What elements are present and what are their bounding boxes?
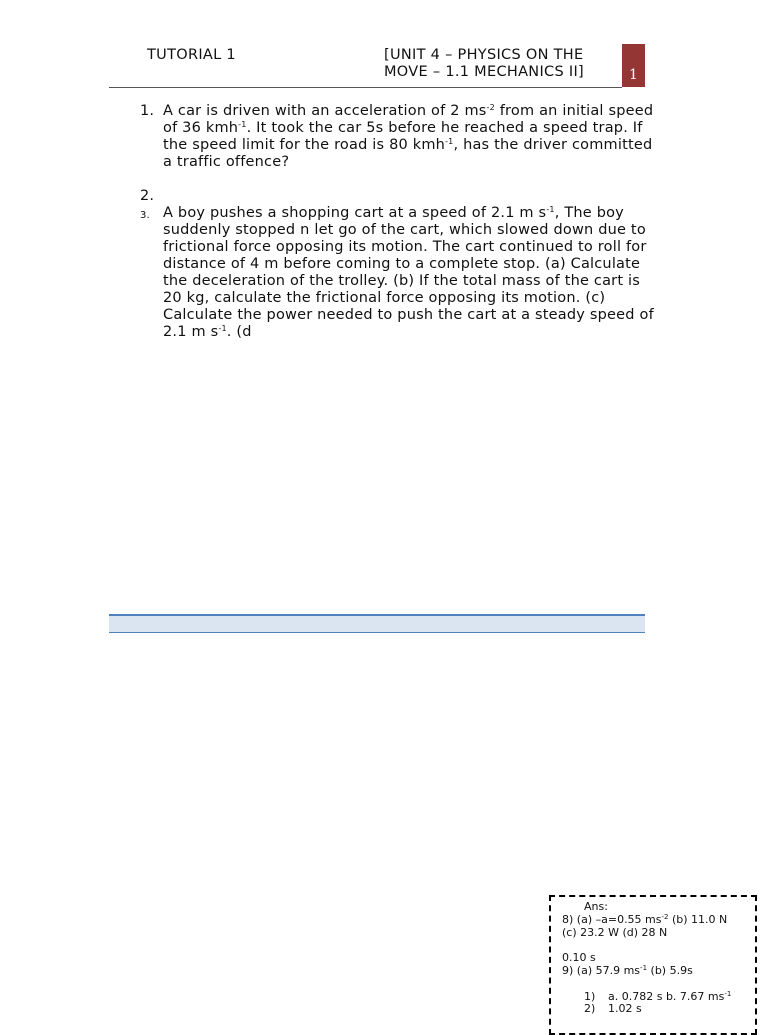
answer-item: 1) a. 0.782 s b. 7.67 $ms^{-1}$ [584,989,732,1003]
question-number: 2. [140,188,155,204]
header-divider [109,87,622,88]
header-unit-line-2: MOVE – 1.1 MECHANICS II] [384,64,584,80]
question-item [109,188,654,205]
answer-title: Ans: [584,900,608,913]
question-number: 1. [140,103,155,119]
answer-line: 9) (a) 57.9 $ms^{-1}$ (b) 5.9s [562,963,693,977]
header-unit-line-1: [UNIT 4 – PHYSICS ON THE [384,47,584,63]
header-unit-title [384,47,584,81]
answer-line: 0.10 s [562,951,596,965]
answer-line: 8) (a) –a=0.55 $ms^{-2}$ (b) 11.0 N [562,912,728,926]
answer-box [549,895,757,1035]
question-item [109,205,654,341]
question-text: A boy pushes a shopping cart at a speed of 2.1 m $s^{-1}$, The boy suddenly stopped n let go of the cart, which slowed down due to frictional force opposing its motion. The cart continued to roll for distance of 4 m before coming to a complete stop. (a) Calculate the deceleration of the trolley. (b) If the total mass of the cart is 20 kg, calculate the frictional force opposing its motion. (c) Calculate the power needed to push the cart at a steady speed of 2.1 m $s^{-1}$. (d [163,205,654,340]
page-number: 1 [629,67,638,83]
question-item [109,103,654,171]
question-list [109,103,654,341]
question-text [163,188,168,204]
question-number: 3. [140,210,150,221]
header-tutorial-title: TUTORIAL 1 [147,47,236,63]
page-number-badge [622,44,645,87]
answer-item: 2) 1.02 s [584,1002,642,1016]
section-band [109,614,645,633]
answer-line: (c) 23.2 W (d) 28 N [562,925,668,939]
question-text: A car is driven with an acceleration of 2 $ms^{-2}$ from an initial speed of 36 kmh$^{-1}$. It took the car 5s before he reached a speed trap. If the speed limit for the road is 80 kmh$^{-1}$, has the driver committed a traffic offence? [163,103,654,170]
